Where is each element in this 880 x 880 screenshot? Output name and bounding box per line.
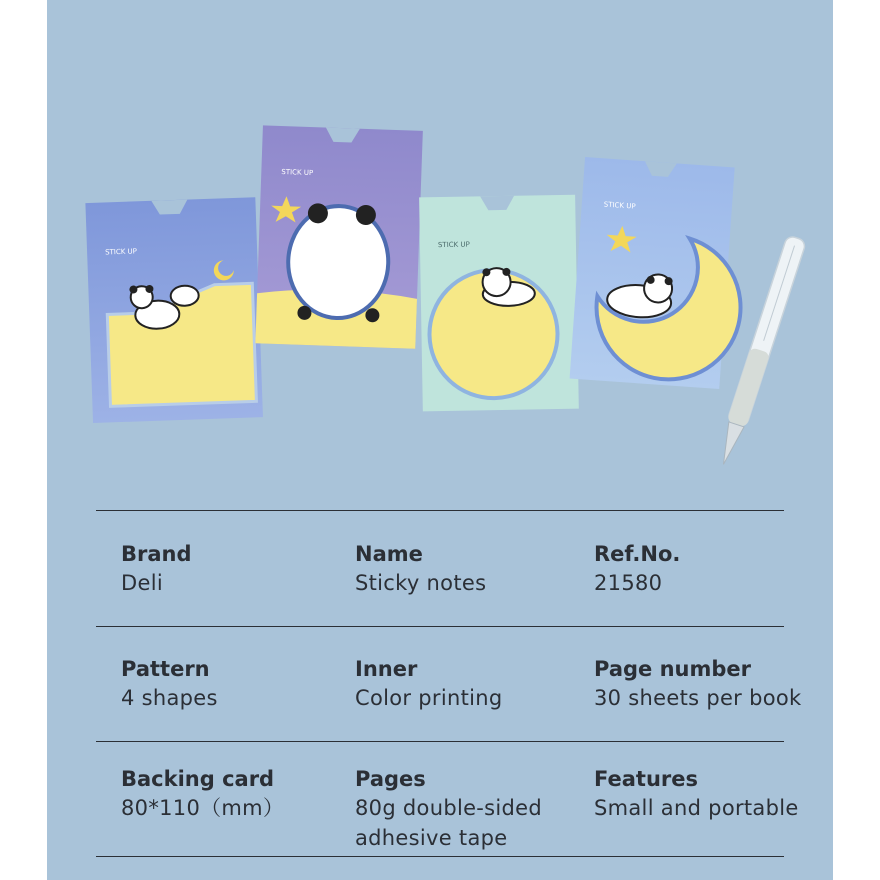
spec-value: Small and portable <box>594 796 799 820</box>
spec-label: Ref.No. <box>594 542 681 566</box>
spec-backing-card <box>121 765 284 823</box>
sticky-note-card-4 <box>570 157 751 390</box>
spec-value: 30 sheets per book <box>594 686 802 710</box>
spec-pages <box>355 765 585 853</box>
spec-ref-no <box>594 540 680 598</box>
table-rule-2 <box>96 741 784 742</box>
spec-brand <box>121 540 192 598</box>
spec-label: Backing card <box>121 767 275 791</box>
spec-label: Features <box>594 767 698 791</box>
spec-label: Inner <box>355 657 418 681</box>
spec-pattern <box>121 655 218 713</box>
spec-value: Color printing <box>355 686 503 710</box>
spec-value: Deli <box>121 571 163 595</box>
spec-label: Pages <box>355 767 426 791</box>
spec-value: Sticky notes <box>355 571 487 595</box>
spec-value: 4 shapes <box>121 686 218 710</box>
sticky-note-card-1 <box>85 197 263 423</box>
spec-page-number <box>594 655 801 713</box>
spec-value: 80g double-sided adhesive tape <box>355 796 543 850</box>
table-rule-top <box>96 510 784 511</box>
sticky-note-card-3 <box>419 195 579 412</box>
sticky-note-card-2 <box>255 125 423 348</box>
spec-label: Name <box>355 542 423 566</box>
table-rule-1 <box>96 626 784 627</box>
spec-inner <box>355 655 503 713</box>
product-photo <box>47 0 833 500</box>
spec-label: Brand <box>121 542 192 566</box>
spec-features <box>594 765 799 823</box>
card-1-label: STICK UP <box>104 247 138 257</box>
spec-label: Page number <box>594 657 751 681</box>
card-4-label: STICK UP <box>603 200 636 211</box>
product-panel <box>47 0 833 880</box>
card-2-label: STICK UP <box>281 168 314 178</box>
card-3-label: STICK UP <box>437 240 470 250</box>
table-rule-bottom <box>96 856 784 857</box>
spec-value: 21580 <box>594 571 663 595</box>
spec-value: 80*110（mm） <box>121 796 285 820</box>
spec-label: Pattern <box>121 657 210 681</box>
spec-name <box>355 540 486 598</box>
